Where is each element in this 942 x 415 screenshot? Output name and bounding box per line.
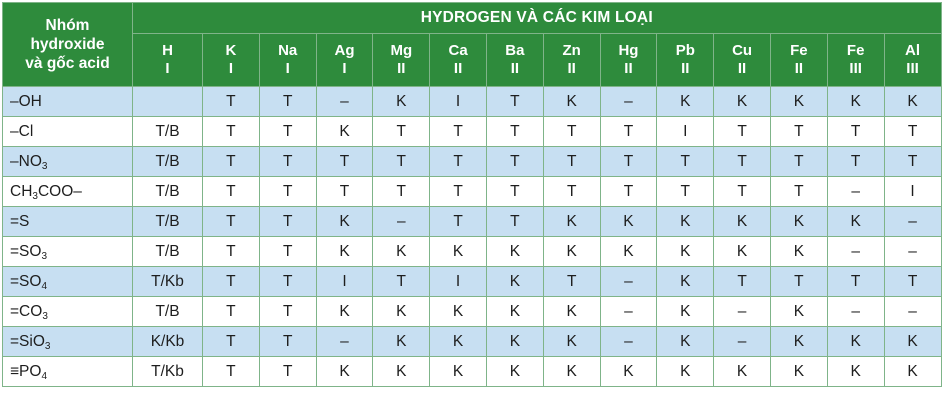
table-row (3, 177, 942, 207)
solubility-cell: K (600, 357, 657, 387)
element-header (133, 34, 203, 87)
anion-formula: –Cl (10, 122, 34, 140)
anion-formula: ≡PO (10, 362, 42, 380)
solubility-cell: – (884, 297, 941, 327)
anion-label (3, 177, 133, 207)
element-symbol: Mg (390, 42, 413, 59)
table-row (3, 207, 942, 237)
solubility-cell: K (373, 327, 430, 357)
table-row (3, 327, 942, 357)
solubility-cell: – (827, 297, 884, 327)
header-row-top (3, 3, 942, 34)
solubility-cell: T (657, 147, 714, 177)
solubility-cell: K (486, 327, 543, 357)
solubility-cell: K (714, 357, 771, 387)
solubility-cell: T (203, 237, 260, 267)
table-row (3, 87, 942, 117)
table-row (3, 117, 942, 147)
solubility-cell: T (827, 147, 884, 177)
element-header (430, 34, 487, 87)
element-valence: II (794, 60, 804, 77)
anion-subscript: 4 (41, 370, 48, 382)
solubility-cell: T (373, 117, 430, 147)
solubility-cell: – (373, 207, 430, 237)
solubility-cell: K (770, 327, 827, 357)
anion-formula: =SO (10, 272, 42, 290)
solubility-cell: T/Kb (133, 267, 203, 297)
solubility-cell: K (657, 297, 714, 327)
solubility-cell: T (203, 297, 260, 327)
solubility-cell: T (259, 207, 316, 237)
element-valence: II (681, 60, 690, 77)
solubility-cell: T/B (133, 117, 203, 147)
solubility-cell: I (316, 267, 373, 297)
solubility-cell: T (600, 117, 657, 147)
table-row (3, 357, 942, 387)
solubility-cell: T (203, 267, 260, 297)
solubility-cell: T (714, 177, 771, 207)
element-valence: II (567, 60, 576, 77)
solubility-cell: T (259, 357, 316, 387)
element-header (714, 34, 771, 87)
solubility-cell: T (486, 147, 543, 177)
solubility-cell: K (486, 297, 543, 327)
solubility-cell: T (486, 87, 543, 117)
solubility-cell: T (714, 267, 771, 297)
solubility-cell: T (600, 147, 657, 177)
solubility-cell: T (203, 327, 260, 357)
solubility-cell: K (316, 297, 373, 327)
solubility-cell: K (316, 357, 373, 387)
solubility-cell: I (430, 267, 487, 297)
solubility-cell: T (486, 117, 543, 147)
solubility-cell: T (259, 177, 316, 207)
solubility-cell: K (543, 237, 600, 267)
element-valence: II (510, 60, 520, 77)
anion-subscript: 4 (41, 280, 48, 292)
anion-label (3, 297, 133, 327)
group-header: HYDROGEN VÀ CÁC KIM LOẠI (133, 3, 942, 34)
solubility-cell: – (316, 327, 373, 357)
solubility-cell: K (657, 267, 714, 297)
solubility-cell: T (203, 117, 260, 147)
solubility-cell: K (486, 267, 543, 297)
solubility-cell: T (373, 147, 430, 177)
solubility-cell: – (827, 177, 884, 207)
solubility-cell: T (884, 147, 941, 177)
solubility-cell: T (203, 177, 260, 207)
anion-label (3, 87, 133, 117)
solubility-cell: T (543, 177, 600, 207)
table-row (3, 147, 942, 177)
solubility-cell: K (600, 237, 657, 267)
element-valence: II (397, 60, 406, 77)
solubility-cell: – (884, 207, 941, 237)
element-valence: II (453, 60, 463, 77)
solubility-cell: T (827, 117, 884, 147)
solubility-cell: T (714, 147, 771, 177)
element-valence: II (737, 60, 747, 77)
solubility-cell: T (259, 297, 316, 327)
solubility-cell: T (259, 327, 316, 357)
element-symbol: Ba (505, 42, 525, 59)
solubility-cell: K (373, 237, 430, 267)
solubility-cell: T (203, 147, 260, 177)
solubility-cell: K (770, 207, 827, 237)
anion-formula: =CO (10, 302, 43, 320)
solubility-cell: – (714, 297, 771, 327)
element-header (316, 34, 373, 87)
solubility-cell: K (430, 357, 487, 387)
element-symbol: Ag (334, 42, 355, 59)
solubility-cell: T (543, 117, 600, 147)
solubility-cell: K (373, 357, 430, 387)
element-header (657, 34, 714, 87)
table-row (3, 297, 942, 327)
anion-formula: =SiO (10, 332, 45, 350)
solubility-cell: T/B (133, 237, 203, 267)
element-valence: I (228, 60, 233, 77)
solubility-cell: T (543, 147, 600, 177)
table-row (3, 237, 942, 267)
solubility-cell: K (770, 357, 827, 387)
header-row-elements (3, 34, 942, 87)
corner-line-2: hydroxide (30, 36, 105, 53)
solubility-cell: T (259, 237, 316, 267)
solubility-cell: K (657, 237, 714, 267)
solubility-cell: K (316, 237, 373, 267)
solubility-cell: K (770, 87, 827, 117)
solubility-cell: T/B (133, 147, 203, 177)
solubility-cell: K/Kb (133, 327, 203, 357)
element-header (600, 34, 657, 87)
solubility-cell: K (657, 87, 714, 117)
solubility-cell: K (600, 207, 657, 237)
solubility-cell: T (430, 117, 487, 147)
solubility-cell: T (486, 177, 543, 207)
solubility-cell: T/B (133, 207, 203, 237)
anion-label (3, 357, 133, 387)
solubility-cell: T (884, 267, 941, 297)
element-valence: II (624, 60, 633, 77)
solubility-cell: T (316, 147, 373, 177)
solubility-cell: I (884, 177, 941, 207)
element-header (827, 34, 884, 87)
solubility-cell: K (770, 297, 827, 327)
element-header (259, 34, 316, 87)
element-header (373, 34, 430, 87)
solubility-cell: K (373, 297, 430, 327)
solubility-cell: T (714, 117, 771, 147)
solubility-cell: K (316, 117, 373, 147)
anion-label (3, 327, 133, 357)
solubility-cell: T (259, 117, 316, 147)
solubility-cell: K (430, 297, 487, 327)
solubility-cell: K (884, 357, 941, 387)
element-symbol: Fe (846, 42, 865, 59)
element-header (884, 34, 941, 87)
solubility-table (2, 2, 942, 387)
solubility-cell: K (827, 327, 884, 357)
anion-formula: –NO (10, 152, 42, 170)
solubility-cell: K (486, 357, 543, 387)
solubility-cell: K (543, 297, 600, 327)
solubility-cell: K (486, 237, 543, 267)
element-valence: I (165, 60, 170, 77)
solubility-cell: I (430, 87, 487, 117)
solubility-cell: T (600, 177, 657, 207)
solubility-cell: K (770, 237, 827, 267)
solubility-cell: K (714, 87, 771, 117)
solubility-cell: T (884, 117, 941, 147)
solubility-cell: T (827, 267, 884, 297)
solubility-cell: T (203, 357, 260, 387)
anion-subscript: 3 (41, 160, 48, 172)
anion-formula: =SO (10, 242, 42, 260)
solubility-cell: – (600, 297, 657, 327)
solubility-cell: K (884, 327, 941, 357)
anion-formula: =S (10, 212, 30, 230)
element-symbol: Cu (732, 42, 753, 59)
solubility-cell: K (430, 327, 487, 357)
solubility-cell: T (259, 147, 316, 177)
anion-label (3, 147, 133, 177)
solubility-cell: K (430, 237, 487, 267)
solubility-cell: – (600, 267, 657, 297)
element-header (770, 34, 827, 87)
solubility-cell: T (770, 147, 827, 177)
solubility-cell: T (770, 177, 827, 207)
solubility-cell: T (203, 87, 260, 117)
solubility-cell: – (600, 87, 657, 117)
element-valence: III (906, 60, 919, 77)
solubility-table-container (2, 2, 940, 411)
element-valence: III (849, 60, 862, 77)
solubility-cell: – (316, 87, 373, 117)
anion-label (3, 267, 133, 297)
anion-subscript: 3 (44, 340, 51, 352)
solubility-cell: T (430, 207, 487, 237)
solubility-cell: K (714, 207, 771, 237)
anion-formula: CH (10, 182, 33, 200)
solubility-cell: – (827, 237, 884, 267)
anion-subscript: 3 (41, 250, 48, 262)
solubility-cell: K (543, 207, 600, 237)
solubility-cell: K (657, 327, 714, 357)
solubility-cell: I (657, 117, 714, 147)
element-symbol: Fe (790, 42, 808, 59)
solubility-cell: – (714, 327, 771, 357)
solubility-cell: K (657, 357, 714, 387)
element-header (203, 34, 260, 87)
solubility-cell: K (827, 87, 884, 117)
solubility-cell: – (600, 327, 657, 357)
element-symbol: Al (905, 42, 921, 59)
solubility-cell: T (543, 267, 600, 297)
solubility-cell: T (259, 267, 316, 297)
solubility-cell: T/B (133, 177, 203, 207)
corner-line-1: Nhóm (45, 17, 90, 34)
solubility-cell: T (373, 177, 430, 207)
solubility-cell: T (373, 267, 430, 297)
anion-subscript: 3 (32, 190, 38, 202)
solubility-cell: T (770, 117, 827, 147)
element-symbol: H (162, 42, 173, 59)
table-body (3, 87, 942, 387)
solubility-cell: K (827, 357, 884, 387)
element-valence: I (285, 60, 290, 77)
corner-header (3, 3, 133, 87)
solubility-cell: K (543, 327, 600, 357)
anion-label (3, 237, 133, 267)
element-symbol: Na (278, 42, 298, 59)
anion-label (3, 117, 133, 147)
solubility-cell: T (657, 177, 714, 207)
solubility-cell: T/Kb (133, 357, 203, 387)
anion-formula: –OH (10, 92, 42, 110)
solubility-cell: T (770, 267, 827, 297)
solubility-cell: K (657, 207, 714, 237)
solubility-cell: K (714, 237, 771, 267)
solubility-cell: T (486, 207, 543, 237)
solubility-cell: T/B (133, 297, 203, 327)
anion-formula-tail: COO– (37, 182, 82, 200)
solubility-cell: T (430, 177, 487, 207)
anion-subscript: 3 (42, 310, 48, 322)
solubility-cell: K (827, 207, 884, 237)
solubility-cell: K (373, 87, 430, 117)
solubility-cell: T (203, 207, 260, 237)
solubility-cell: – (884, 237, 941, 267)
solubility-cell: T (316, 177, 373, 207)
solubility-cell: K (543, 87, 600, 117)
solubility-cell: K (884, 87, 941, 117)
element-header (543, 34, 600, 87)
element-header (486, 34, 543, 87)
table-row (3, 267, 942, 297)
element-symbol: Zn (562, 42, 581, 59)
element-symbol: Hg (618, 42, 639, 59)
solubility-cell: T (259, 87, 316, 117)
element-symbol: Ca (448, 42, 468, 59)
anion-label (3, 207, 133, 237)
solubility-cell (133, 87, 203, 117)
element-symbol: Pb (675, 42, 695, 59)
solubility-cell: K (316, 207, 373, 237)
solubility-cell: K (543, 357, 600, 387)
corner-line-3: và gốc acid (25, 55, 110, 72)
solubility-cell: T (430, 147, 487, 177)
element-valence: I (342, 60, 347, 77)
element-symbol: K (225, 42, 237, 59)
